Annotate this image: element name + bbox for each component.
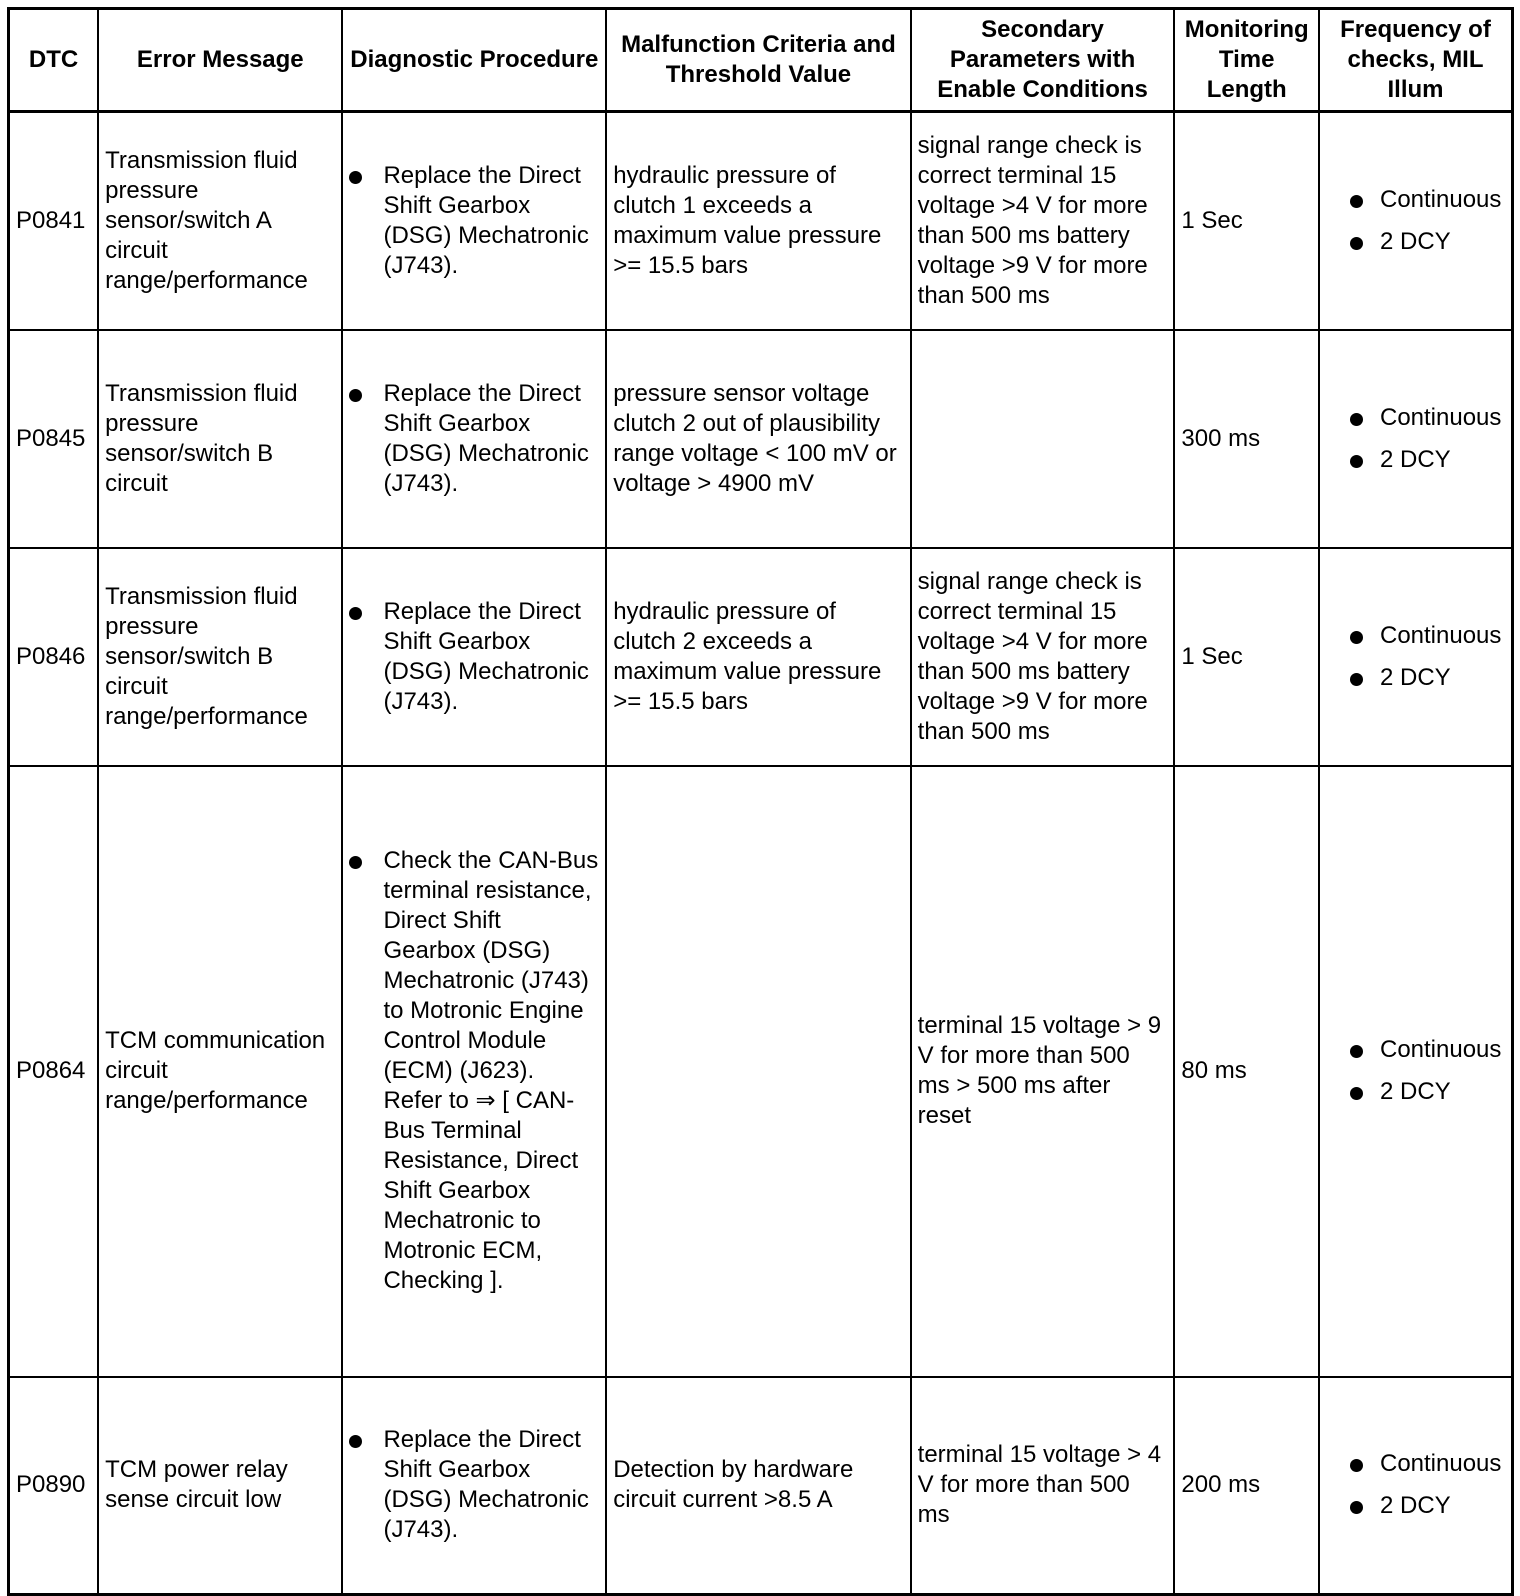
frequency-item: Continuous — [1326, 621, 1505, 651]
diagnostic-procedure — [342, 548, 606, 766]
frequency-item: Continuous — [1326, 185, 1505, 215]
header-monitoring-time: Monitoring Time Length — [1174, 9, 1319, 112]
dtc-code: P0846 — [9, 548, 99, 766]
dtc-code: P0845 — [9, 330, 99, 548]
header-row — [9, 9, 1513, 112]
frequency-item: Continuous — [1326, 1449, 1505, 1479]
monitoring-time: 80 ms — [1174, 766, 1319, 1377]
diagnostic-procedure — [342, 766, 606, 1377]
frequency-cell — [1319, 766, 1513, 1377]
frequency-item: 2 DCY — [1326, 1077, 1505, 1107]
monitoring-time: 200 ms — [1174, 1377, 1319, 1595]
frequency-item: Continuous — [1326, 1035, 1505, 1065]
table-row — [9, 330, 1513, 548]
malfunction-criteria: pressure sensor voltage clutch 2 out of plausibility range voltage < 100 mV or voltage > 4900 mV — [606, 330, 910, 548]
diagnostic-procedure — [342, 330, 606, 548]
frequency-item: 2 DCY — [1326, 1491, 1505, 1521]
diagnostic-procedure — [342, 112, 606, 330]
frequency-cell — [1319, 1377, 1513, 1595]
procedure-item: Replace the Direct Shift Gearbox (DSG) Mechatronic (J743). — [349, 1425, 599, 1545]
frequency-cell — [1319, 548, 1513, 766]
error-message: Transmission fluid pressure sensor/switch B circuit range/performance — [98, 548, 342, 766]
table-row — [9, 766, 1513, 1377]
table-row — [9, 1377, 1513, 1595]
frequency-item: Continuous — [1326, 403, 1505, 433]
header-dtc: DTC — [9, 9, 99, 112]
frequency-item: 2 DCY — [1326, 445, 1505, 475]
secondary-parameters — [911, 330, 1175, 548]
frequency-cell — [1319, 330, 1513, 548]
secondary-parameters: terminal 15 voltage > 9 V for more than 500 ms > 500 ms after reset — [911, 766, 1175, 1377]
malfunction-criteria: hydraulic pressure of clutch 1 exceeds a maximum value pressure >= 15.5 bars — [606, 112, 910, 330]
dtc-code: P0864 — [9, 766, 99, 1377]
header-diagnostic-procedure: Diagnostic Procedure — [342, 9, 606, 112]
secondary-parameters: signal range check is correct terminal 15 voltage >4 V for more than 500 ms battery voltage >9 V for more than 500 ms — [911, 112, 1175, 330]
secondary-parameters: signal range check is correct terminal 15 voltage >4 V for more than 500 ms battery voltage >9 V for more than 500 ms — [911, 548, 1175, 766]
error-message: Transmission fluid pressure sensor/switch A circuit range/performance — [98, 112, 342, 330]
header-malfunction-criteria: Malfunction Criteria and Threshold Value — [606, 9, 910, 112]
procedure-item: Check the CAN-Bus terminal resistance, Direct Shift Gearbox (DSG) Mechatronic (J743) to Motronic Engine Control Module (ECM) (J623). Refer to ⇒ [ CAN-Bus Terminal Resistance, Direct Shift Gearbox Mechatronic to Motronic ECM, Checking ]. — [349, 846, 599, 1296]
header-frequency: Frequency of checks, MIL Illum — [1319, 9, 1513, 112]
malfunction-criteria: Detection by hardware circuit current >8.5 A — [606, 1377, 910, 1595]
frequency-item: 2 DCY — [1326, 227, 1505, 257]
procedure-item: Replace the Direct Shift Gearbox (DSG) Mechatronic (J743). — [349, 161, 599, 281]
monitoring-time: 300 ms — [1174, 330, 1319, 548]
header-secondary-parameters: Secondary Parameters with Enable Conditions — [911, 9, 1175, 112]
procedure-item: Replace the Direct Shift Gearbox (DSG) Mechatronic (J743). — [349, 597, 599, 717]
header-error-message: Error Message — [98, 9, 342, 112]
monitoring-time: 1 Sec — [1174, 112, 1319, 330]
frequency-cell — [1319, 112, 1513, 330]
frequency-item: 2 DCY — [1326, 663, 1505, 693]
dtc-code: P0841 — [9, 112, 99, 330]
error-message: Transmission fluid pressure sensor/switch B circuit — [98, 330, 342, 548]
monitoring-time: 1 Sec — [1174, 548, 1319, 766]
malfunction-criteria — [606, 766, 910, 1377]
dtc-table — [7, 7, 1514, 1596]
procedure-item: Replace the Direct Shift Gearbox (DSG) Mechatronic (J743). — [349, 379, 599, 499]
diagnostic-procedure — [342, 1377, 606, 1595]
error-message: TCM power relay sense circuit low — [98, 1377, 342, 1595]
secondary-parameters: terminal 15 voltage > 4 V for more than 500 ms — [911, 1377, 1175, 1595]
malfunction-criteria: hydraulic pressure of clutch 2 exceeds a maximum value pressure >= 15.5 bars — [606, 548, 910, 766]
table-row — [9, 112, 1513, 330]
table-row — [9, 548, 1513, 766]
dtc-code: P0890 — [9, 1377, 99, 1595]
error-message: TCM communication circuit range/performance — [98, 766, 342, 1377]
